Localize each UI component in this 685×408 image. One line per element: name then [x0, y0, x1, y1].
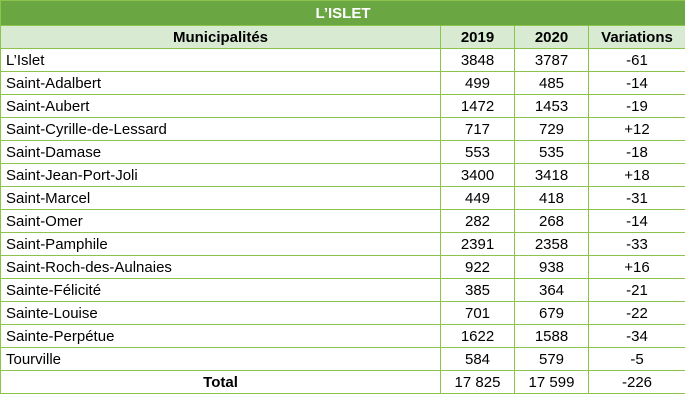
value-2019: 282 [441, 210, 515, 233]
value-2019: 584 [441, 348, 515, 371]
value-variation: +16 [589, 256, 685, 279]
header-2020: 2020 [515, 26, 589, 49]
value-2020: 3787 [515, 49, 589, 72]
municipality-name: Saint-Aubert [1, 95, 441, 118]
municipality-name: Saint-Cyrille-de-Lessard [1, 118, 441, 141]
value-2019: 1622 [441, 325, 515, 348]
value-variation: -19 [589, 95, 685, 118]
value-2020: 729 [515, 118, 589, 141]
table-row [1, 302, 685, 325]
value-2020: 2358 [515, 233, 589, 256]
municipality-name: Sainte-Félicité [1, 279, 441, 302]
value-2020: 1453 [515, 95, 589, 118]
value-variation: +12 [589, 118, 685, 141]
total-variation: -226 [589, 371, 685, 394]
value-2019: 499 [441, 72, 515, 95]
header-2019: 2019 [441, 26, 515, 49]
municipality-name: Saint-Adalbert [1, 72, 441, 95]
table-row [1, 187, 685, 210]
table-row [1, 233, 685, 256]
table-row [1, 49, 685, 72]
value-2020: 485 [515, 72, 589, 95]
total-2020: 17 599 [515, 371, 589, 394]
table-row [1, 325, 685, 348]
table-title-row [1, 1, 685, 26]
municipality-name: Sainte-Perpétue [1, 325, 441, 348]
value-variation: -34 [589, 325, 685, 348]
table-title: L’ISLET [1, 1, 685, 26]
value-2020: 268 [515, 210, 589, 233]
table-row [1, 141, 685, 164]
municipality-name: Saint-Marcel [1, 187, 441, 210]
value-2019: 385 [441, 279, 515, 302]
header-variations: Variations [589, 26, 685, 49]
value-2020: 1588 [515, 325, 589, 348]
value-2020: 3418 [515, 164, 589, 187]
value-2019: 922 [441, 256, 515, 279]
municipality-name: Saint-Pamphile [1, 233, 441, 256]
table-row [1, 72, 685, 95]
value-2019: 717 [441, 118, 515, 141]
table-row [1, 348, 685, 371]
total-row [1, 371, 685, 394]
table-row [1, 118, 685, 141]
table-row [1, 210, 685, 233]
value-2020: 579 [515, 348, 589, 371]
municipality-name: Saint-Jean-Port-Joli [1, 164, 441, 187]
total-label: Total [1, 371, 441, 394]
municipality-name: Saint-Omer [1, 210, 441, 233]
value-variation: +18 [589, 164, 685, 187]
table-row [1, 279, 685, 302]
value-2019: 3400 [441, 164, 515, 187]
value-2019: 2391 [441, 233, 515, 256]
municipality-name: L’Islet [1, 49, 441, 72]
value-variation: -22 [589, 302, 685, 325]
value-variation: -18 [589, 141, 685, 164]
value-variation: -21 [589, 279, 685, 302]
municipality-name: Tourville [1, 348, 441, 371]
header-municipalites: Municipalités [1, 26, 441, 49]
value-2019: 553 [441, 141, 515, 164]
value-2020: 938 [515, 256, 589, 279]
value-variation: -61 [589, 49, 685, 72]
table-row [1, 256, 685, 279]
municipality-name: Saint-Damase [1, 141, 441, 164]
value-variation: -14 [589, 72, 685, 95]
total-2019: 17 825 [441, 371, 515, 394]
municipality-name: Saint-Roch-des-Aulnaies [1, 256, 441, 279]
value-2020: 535 [515, 141, 589, 164]
value-2019: 701 [441, 302, 515, 325]
table-row [1, 164, 685, 187]
municipality-name: Sainte-Louise [1, 302, 441, 325]
value-2019: 3848 [441, 49, 515, 72]
table-row [1, 95, 685, 118]
table-header-row [1, 26, 685, 49]
value-2019: 1472 [441, 95, 515, 118]
value-variation: -5 [589, 348, 685, 371]
value-2020: 418 [515, 187, 589, 210]
value-2020: 679 [515, 302, 589, 325]
value-variation: -14 [589, 210, 685, 233]
table-body [1, 49, 685, 371]
value-2020: 364 [515, 279, 589, 302]
value-2019: 449 [441, 187, 515, 210]
value-variation: -31 [589, 187, 685, 210]
value-variation: -33 [589, 233, 685, 256]
